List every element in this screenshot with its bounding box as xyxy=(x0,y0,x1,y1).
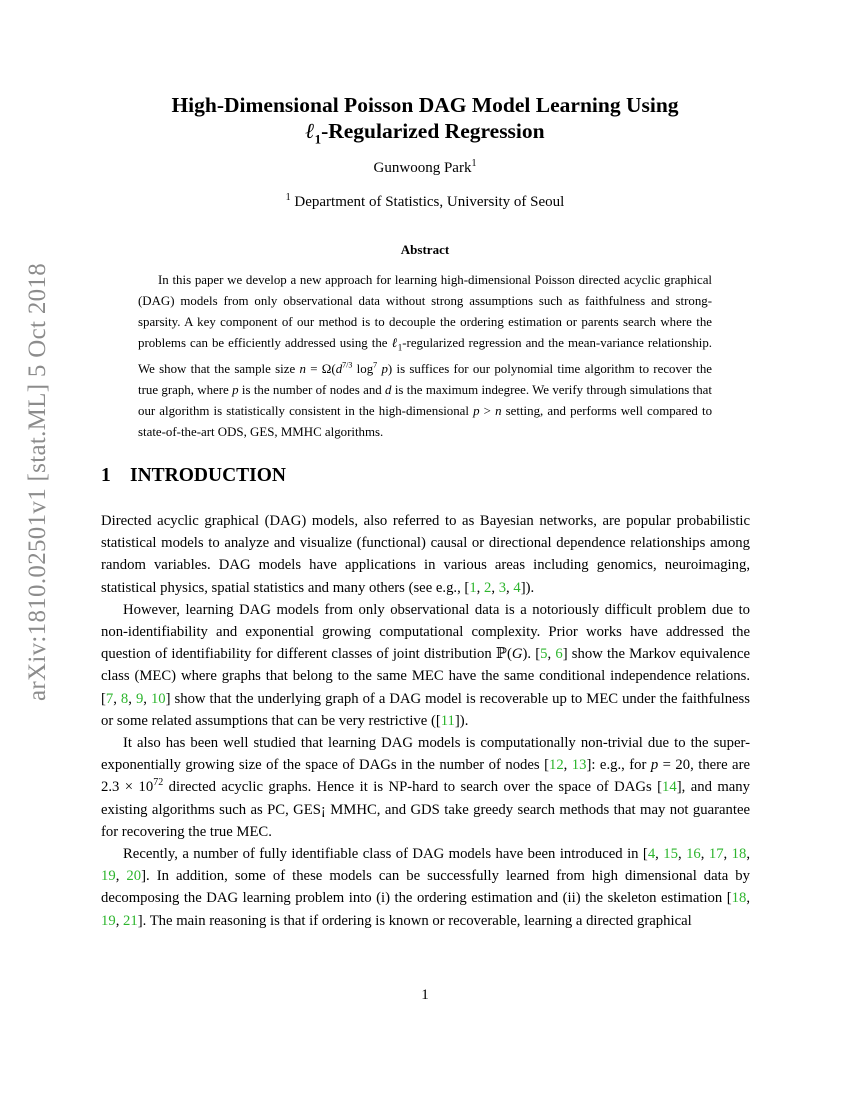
citation-link[interactable]: 19 xyxy=(101,912,116,929)
citation-link[interactable]: 4 xyxy=(647,846,656,863)
page-number: 1 xyxy=(421,987,429,1003)
affiliation-text: Department of Statistics, University of Seoul xyxy=(294,194,565,210)
paragraph-2: However, learning DAG models from only observational data is a notoriously difficult problem due to non-identifiability and exponential growing computational complexity. Prior works have addressed the question of identifiability for different classes of joint distribution ℙ(G). [5, 6] show the Markov equivalence class (MEC) where graphs that belong to the same MEC have the same conditional independence relations. [7, 8, 9, 10] show that the underlying graph of a DAG model is recoverable up to MEC under the faithfulness or some related assumptions that can be very restrictive ([11]). xyxy=(101,601,751,729)
title-line-2: ℓ$_1$-Regularized Regression xyxy=(305,119,545,147)
citation-link[interactable]: 19 xyxy=(101,868,116,885)
citation-link[interactable]: 11 xyxy=(440,712,455,729)
affiliation xyxy=(0,194,850,211)
citation-link[interactable]: 7 xyxy=(105,690,114,707)
intro-body xyxy=(101,510,750,932)
citation-link[interactable]: 6 xyxy=(555,646,563,663)
abstract-body: In this paper we develop a new approach for learning high-dimensional Poisson directed acyclic graphical (DAG) models from only observational data without strong assumptions such as faithfulness and strong-sparsity. A key component of our method is to decouple the ordering estimation or parents search where the problems can be efficiently addressed using the ℓ$_1$-regularized regression and the mean-variance relationship. We show that the sample size $n = \Omega(d^{7/3}$ $\log^7 p$) is suffices for our polynomial time algorithm to recover the true graph, where p is the number of nodes and d is the maximum indegree. We verify through simulations that our algorithm is statistically consistent in the high-dimensional p > n setting, and performs well compared to state-of-the-art ODS, GES, MMHC algorithms. xyxy=(138,273,713,439)
citation-link[interactable]: 21 xyxy=(123,912,138,929)
section-heading xyxy=(101,465,286,487)
citation-link[interactable]: 5 xyxy=(540,646,548,663)
section-title: INTRODUCTION xyxy=(130,465,287,486)
citation-link[interactable]: 18 xyxy=(731,890,747,907)
citation-link[interactable]: 2 xyxy=(484,579,492,596)
citation-link[interactable]: 13 xyxy=(571,757,587,774)
citation-link[interactable]: 14 xyxy=(662,779,677,796)
citation-link[interactable]: 15 xyxy=(663,846,678,863)
paragraph-1: Directed acyclic graphical (DAG) models, also referred to as Bayesian networks, are popular probabilistic statistical models to analyze and visualize (functional) causal or directional dependence relationships among random variables. DAG models have applications in various areas including genomics, neuroimaging, statistical physics, spatial statistics and many others (see e.g., [1, 2, 3, 4]). xyxy=(101,513,750,596)
citation-link[interactable]: 18 xyxy=(731,846,747,863)
paper-title xyxy=(0,92,850,152)
citation-link[interactable]: 3 xyxy=(498,579,507,596)
section-number: 1 xyxy=(101,465,111,486)
citation-link[interactable]: 17 xyxy=(708,846,724,863)
citation-link[interactable]: 20 xyxy=(126,868,142,885)
paragraph-4: Recently, a number of fully identifiable class of DAG models have been introduced in [4, 15, 16, 17, 18, 19, 20]. In addition, some of these models can be successfully learned from high dimensional data by decomposing the DAG learning problem into (i) the ordering estimation and (ii) the skeleton estimation [18, 19, 21]. The main reasoning is that if ordering is known or recoverable, learning a directed graphical xyxy=(101,846,751,929)
citation-link[interactable]: 9 xyxy=(135,690,144,707)
affiliation-marker: 1 xyxy=(285,192,291,203)
arxiv-stamp: arXiv:1810.02501v1 [stat.ML] 5 Oct 2018 xyxy=(24,262,51,702)
citation-link[interactable]: 8 xyxy=(120,690,129,707)
author-marker: 1 xyxy=(471,158,477,169)
paragraph-3: It also has been well studied that learning DAG models is computationally non-trivial due to the super-exponentially growing size of the space of DAGs in the number of nodes [12, 13]: e.g., for p = 20, there are $2.3 \times 10^{72}$ directed acyclic graphs. Hence it is NP-hard to search over the space of DAGs [14], and many existing algorithms such as PC, GES¡ MMHC, and GDS take greedy search methods that may not guarantee for recovering the true MEC. xyxy=(101,735,750,840)
citation-link[interactable]: 10 xyxy=(150,690,166,707)
author xyxy=(0,160,850,177)
abstract-heading: Abstract xyxy=(400,242,450,257)
citation-link[interactable]: 12 xyxy=(548,757,564,774)
author-name: Gunwoong Park xyxy=(373,160,472,176)
citation-link[interactable]: 16 xyxy=(686,846,701,863)
title-line-1: High-Dimensional Poisson DAG Model Learning Using xyxy=(171,93,679,117)
citation-link[interactable]: 1 xyxy=(469,579,477,596)
citation-link[interactable]: 4 xyxy=(513,579,521,596)
